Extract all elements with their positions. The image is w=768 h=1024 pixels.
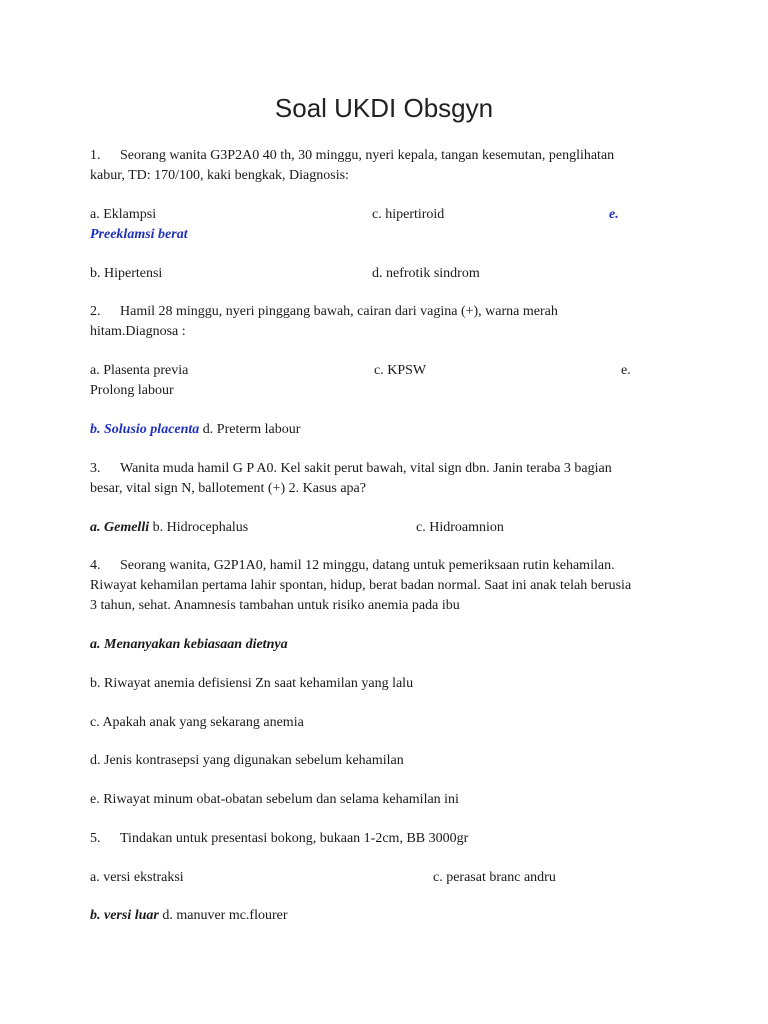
q1-option-a: a. Eklampsi — [90, 207, 157, 222]
q2-option-d: d. Preterm labour — [202, 422, 301, 437]
q5-text-1: Tindakan untuk presentasi bokong, bukaan 1-2cm, BB 3000gr — [120, 831, 469, 846]
q3-option-a: a. Gemelli — [90, 520, 150, 535]
q4-option-d: d. Jenis kontrasepsi yang digunakan sebelum kehamilan — [90, 753, 404, 768]
q4-option-c: c. Apakah anak yang sekarang anemia — [90, 715, 304, 730]
q2-option-c: c. KPSW — [374, 363, 427, 378]
q5-stem-line1 — [90, 829, 468, 849]
q4-text-1: Seorang wanita, G2P1A0, hamil 12 minggu, datang untuk pemeriksaan rutin kehamilan. — [120, 558, 615, 573]
q1-stem-line2: kabur, TD: 170/100, kaki bengkak, Diagnosis: — [90, 168, 349, 183]
q4-stem-line2: Riwayat kehamilan pertama lahir spontan, hidup, berat badan normal. Saat ini anak telah berusia — [90, 578, 632, 593]
q3-stem-line1 — [90, 459, 612, 479]
q4-option-a: a. Menanyakan kebiasaan dietnya — [90, 637, 288, 652]
q2-stem-line1 — [90, 302, 558, 322]
q2-stem-line2: hitam.Diagnosa : — [90, 324, 186, 339]
q1-option-e-text: Preeklamsi berat — [90, 227, 188, 242]
q2-number: 2. — [90, 304, 101, 319]
q5-option-c: c. perasat branc andru — [433, 870, 556, 885]
q5-option-b: b. versi luar — [90, 908, 159, 923]
q4-option-e: e. Riwayat minum obat-obatan sebelum dan selama kehamilan ini — [90, 792, 459, 807]
q1-number: 1. — [90, 148, 101, 163]
q5-option-a: a. versi ekstraksi — [90, 870, 184, 885]
q1-stem-line1 — [90, 146, 614, 166]
q1-option-e-letter: e. — [609, 207, 619, 222]
q3-options-a-b — [90, 518, 248, 538]
q2-options-b-d — [90, 420, 300, 440]
q5-option-d: d. manuver mc.flourer — [162, 908, 288, 923]
q5-number: 5. — [90, 831, 101, 846]
q1-option-c: c. hipertiroid — [372, 207, 445, 222]
q3-stem-line2: besar, vital sign N, ballotement (+) 2. Kasus apa? — [90, 481, 366, 496]
q4-stem-line1 — [90, 556, 615, 576]
q3-option-b: b. Hidrocephalus — [152, 520, 249, 535]
q2-option-b: b. Solusio placenta — [90, 422, 200, 437]
q3-text-1: Wanita muda hamil G P A0. Kel sakit perut bawah, vital sign dbn. Janin teraba 3 bagian — [120, 461, 612, 476]
q1-text-1: Seorang wanita G3P2A0 40 th, 30 minggu, nyeri kepala, tangan kesemutan, penglihatan — [120, 148, 615, 163]
q5-options-b-d — [90, 906, 288, 926]
page-title: Soal UKDI Obsgyn — [274, 93, 494, 123]
q1-option-d: d. nefrotik sindrom — [372, 266, 480, 281]
q4-number: 4. — [90, 558, 101, 573]
q2-text-1: Hamil 28 minggu, nyeri pinggang bawah, cairan dari vagina (+), warna merah — [120, 304, 558, 319]
q1-option-b: b. Hipertensi — [90, 266, 163, 281]
q4-stem-line3: 3 tahun, sehat. Anamnesis tambahan untuk risiko anemia pada ibu — [90, 598, 460, 613]
q4-option-b: b. Riwayat anemia defisiensi Zn saat kehamilan yang lalu — [90, 676, 414, 691]
q3-option-c: c. Hidroamnion — [416, 520, 504, 535]
q2-option-e-letter: e. — [621, 363, 631, 378]
q2-option-e-text: Prolong labour — [90, 383, 174, 398]
q2-option-a: a. Plasenta previa — [90, 363, 189, 378]
q3-number: 3. — [90, 461, 101, 476]
